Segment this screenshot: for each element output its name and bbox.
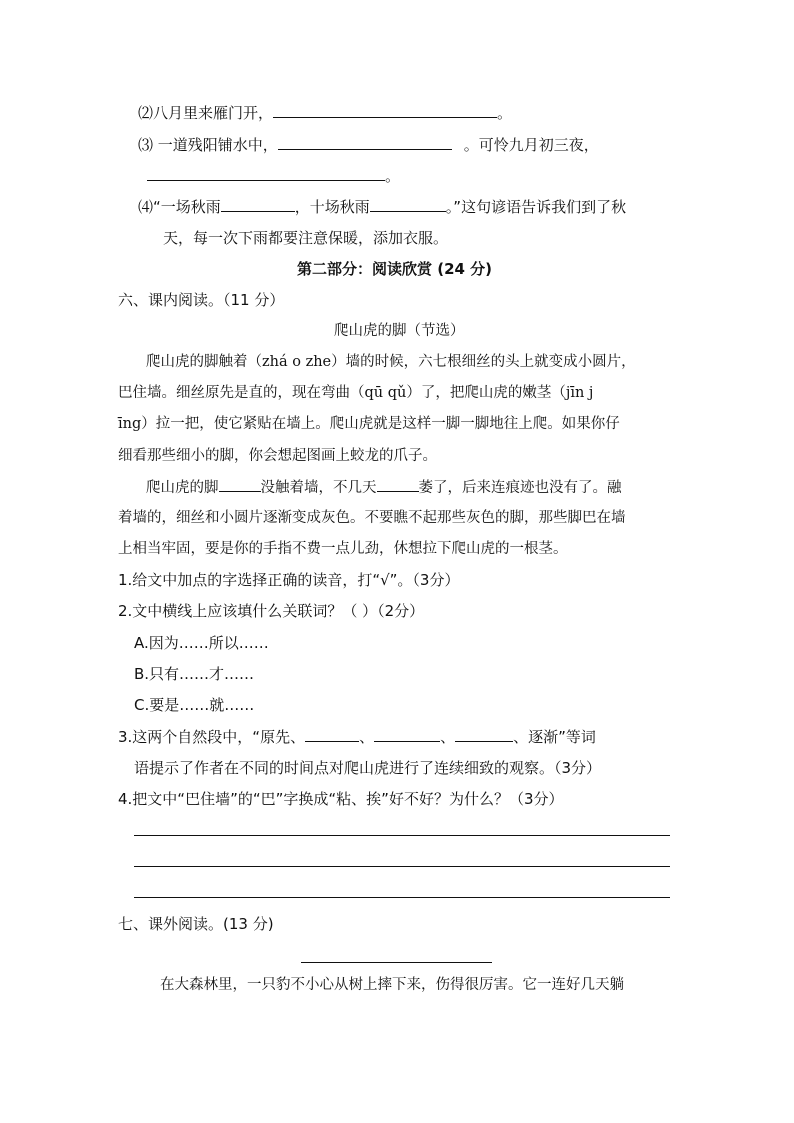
question-3-mid: 。可怜九月初三夜， [463, 136, 599, 154]
question-2-end: 。 [497, 104, 513, 122]
question-3-line [138, 135, 599, 155]
passage-line: 爬山虎的脚触着（zhá o zhe）墙的时候，六七根细丝的头上就变成小圆片， [146, 354, 636, 370]
passage-line [146, 477, 622, 498]
answer-blank[interactable] [147, 166, 385, 181]
passage-title-blank[interactable] [301, 962, 492, 963]
passage-text: 爬山虎的脚 [146, 480, 219, 496]
answer-line[interactable] [134, 897, 670, 898]
option-b[interactable]: B.只有……才…… [134, 665, 255, 683]
question-3-line2: 语提示了作者在不同的时间点对爬山虎进行了连续细致的观察。（3分） [134, 759, 602, 777]
answer-blank[interactable] [305, 727, 359, 742]
option-c[interactable]: C.要是……就…… [134, 696, 255, 714]
question-1: 1.给文中加点的字选择正确的读音，打“√”。（3分） [118, 571, 460, 589]
question-3-sep: 、 [359, 728, 375, 746]
passage-line: 上相当牢固，要是你的手指不费一点儿劲，休想拉下爬山虎的一根茎。 [118, 541, 568, 557]
passage-text: 萎了，后来连痕迹也没有了。融 [418, 480, 622, 496]
question-3-end: 、逐渐”等词 [513, 728, 596, 746]
section-7-heading: 七、课外阅读。(13 分) [118, 915, 274, 933]
passage-line: 着墙的，细丝和小圆片逐渐变成灰色。不要瞧不起那些灰色的脚，那些脚巴在墙 [118, 510, 626, 526]
question-4-mid: ，十场秋雨 [294, 198, 370, 216]
question-3-line2 [147, 166, 400, 186]
passage-line: 巴住墙。细丝原先是直的，现在弯曲（qū qǔ）了，把爬山虎的嫩茎（jīn j [118, 385, 594, 401]
option-a[interactable]: A.因为……所以…… [134, 634, 269, 652]
question-3-text: ⑶ 一道残阳铺水中， [138, 136, 278, 154]
passage-title: 爬山虎的脚（节选） [334, 323, 465, 339]
answer-blank[interactable] [455, 727, 513, 742]
answer-line[interactable] [134, 835, 670, 836]
part-2-title: 第二部分：阅读欣赏 (24 分) [297, 260, 493, 278]
passage-line: 细看那些细小的脚，你会想起图画上蛟龙的爪子。 [118, 448, 437, 464]
question-3-text: 3.这两个自然段中，“原先、 [118, 728, 306, 746]
passage-line: 在大森林里，一只豹不小心从树上摔下来，伤得很厉害。它一连好几天躺 [160, 977, 624, 993]
question-3-sep: 、 [440, 728, 456, 746]
section-6-heading: 六、课内阅读。（11 分） [118, 291, 285, 309]
question-2: 2.文中横线上应该填什么关联词？（ ）（2分） [118, 602, 425, 620]
question-4-text: ⑷“一场秋雨 [138, 198, 221, 216]
question-4-end: 。”这句谚语告诉我们到了秋 [445, 198, 627, 216]
answer-blank[interactable] [377, 477, 419, 492]
question-4-line [138, 197, 626, 217]
answer-blank[interactable] [221, 197, 295, 212]
answer-blank[interactable] [219, 477, 261, 492]
answer-blank[interactable] [374, 727, 440, 742]
answer-blank[interactable] [278, 135, 452, 150]
question-4: 4.把文中“巴住墙”的“巴”字换成“粘、挨”好不好？为什么？（3分） [118, 790, 564, 808]
answer-blank[interactable] [273, 103, 497, 118]
question-2-text: ⑵八月里来雁门开， [138, 104, 274, 122]
question-4-line2: 天，每一次下雨都要注意保暖，添加衣服。 [163, 229, 449, 247]
passage-line: īng）拉一把，使它紧贴在墙上。爬山虎就是这样一脚一脚地往上爬。如果你仔 [118, 416, 620, 432]
question-3 [118, 727, 596, 747]
question-3-end: 。 [385, 167, 401, 185]
answer-blank[interactable] [370, 197, 446, 212]
answer-line[interactable] [134, 866, 670, 867]
question-2-line [138, 103, 512, 123]
passage-text: 没触着墙，不几天 [260, 480, 377, 496]
